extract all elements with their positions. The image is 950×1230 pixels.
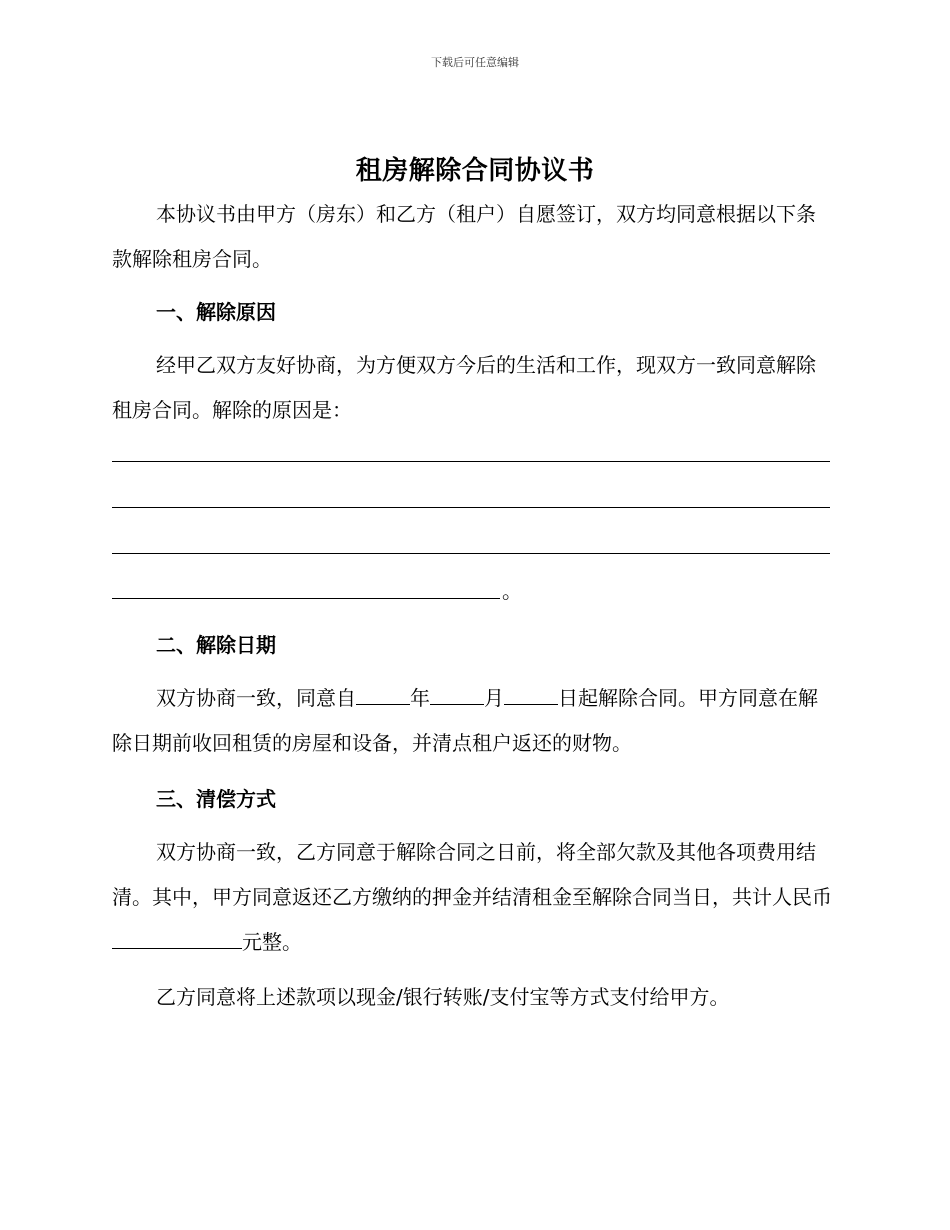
section-heading-reason: 一、解除原因 [156, 300, 276, 324]
payment-paragraph: 乙方同意将上述款项以现金/银行转账/支付宝等方式支付给甲方。 [156, 985, 730, 1009]
month-blank [430, 682, 484, 705]
section-heading-settlement: 三、清偿方式 [156, 787, 276, 811]
reason-blank-line-2 [112, 507, 830, 508]
day-blank [504, 682, 558, 705]
reason-blank-line-1 [112, 461, 830, 462]
date-text-start: 双方协商一致，同意自 [156, 686, 356, 710]
settlement-paragraph [112, 830, 832, 965]
year-label: 年 [410, 686, 430, 710]
document-title: 租房解除合同协议书 [355, 156, 595, 186]
editable-note: 下载后可任意编辑 [431, 56, 519, 69]
year-blank [356, 682, 410, 705]
reason-end-mark: 。 [502, 579, 522, 603]
reason-paragraph: 经甲乙双方友好协商，为方便双方今后的生活和工作，现双方一致同意解除租房合同。解除的原因是： [112, 353, 816, 422]
month-label: 月 [484, 686, 504, 710]
date-paragraph [112, 676, 832, 766]
intro-paragraph: 本协议书由甲方（房东）和乙方（租户）自愿签订，双方均同意根据以下条款解除租房合同。 [112, 202, 816, 271]
settlement-text-start: 双方协商一致，乙方同意于解除合同之日前，将全部欠款及其他各项费用结清。其中，甲方同意返还乙方缴纳的押金并结清租金至解除合同当日，共计人民币 [112, 840, 832, 909]
date-text-end: 日起解除合同。甲方同意在解除日期前收回租赁的房屋和设备，并清点租户返还的财物。 [112, 686, 818, 755]
amount-blank [112, 926, 242, 949]
section-heading-date: 二、解除日期 [156, 633, 276, 657]
reason-blank-line-4 [112, 598, 500, 599]
reason-blank-line-3 [112, 553, 830, 554]
settlement-text-end: 元整。 [242, 930, 302, 954]
